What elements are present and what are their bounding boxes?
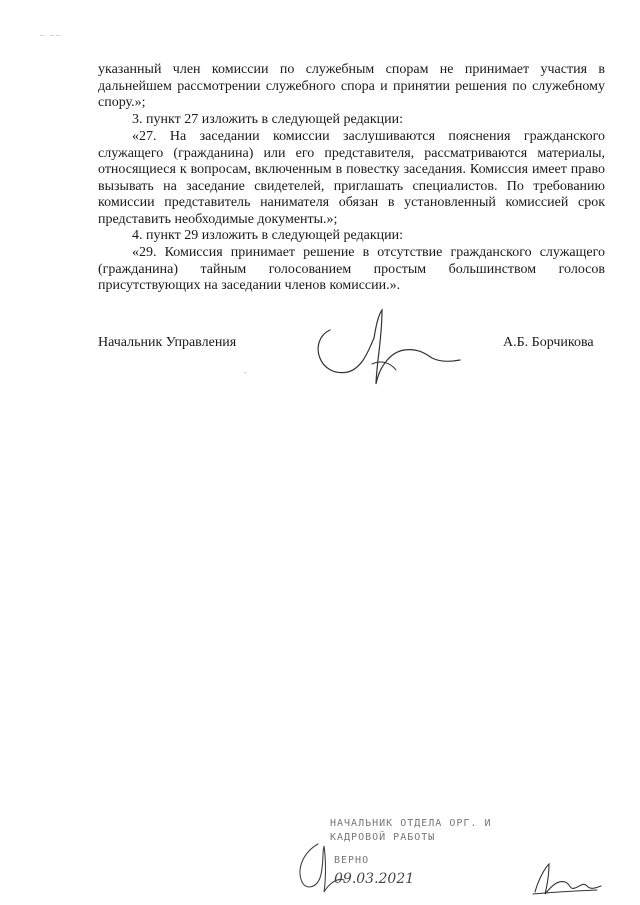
stamp-line: ВЕРНО: [334, 855, 370, 866]
text-line: дальнейшем рассмотрении служебного спора и принятии решения по служебному: [98, 78, 605, 94]
signatory-title: Начальник Управления: [98, 335, 237, 350]
signatory-name: А.Б. Борчикова: [503, 335, 594, 350]
initials-scribble: [525, 860, 605, 900]
text-line: 3. пункт 27 изложить в следующей редакции:: [132, 112, 403, 127]
text-line: представить необходимые документы.»;: [98, 211, 338, 227]
item-29-text: [98, 245, 605, 295]
scan-marks: ‒ ‒ ‒: [40, 30, 60, 39]
stamp-date: 09.03.2021: [334, 871, 415, 887]
text-line: (гражданина) тайным голосованием простым большинством голосов: [98, 261, 605, 277]
signature-scribble: [300, 300, 480, 390]
stamp-initials-scribble: [288, 838, 348, 898]
text-line: «27. На заседании комиссии заслушиваются пояснения гражданского: [132, 129, 605, 144]
text-line: спору.»;: [98, 95, 146, 110]
item-27-text: [98, 129, 605, 228]
paragraph-continuation: [98, 62, 605, 112]
text-line: вызывать на заседание свидетелей, приглашать специалистов. По требованию: [98, 178, 605, 194]
stamp-line: КАДРОВОЙ РАБОТЫ: [330, 832, 436, 843]
stamp-line: НАЧАЛЬНИК ОТДЕЛА ОРГ. И: [330, 818, 492, 829]
text-line: 4. пункт 29 изложить в следующей редакции:: [132, 228, 403, 243]
text-line: комиссии представитель нанимателя обязан в установленный комиссией срок: [98, 195, 605, 210]
text-line: служащего (гражданина) или его представителя, рассматриваются материалы,: [98, 145, 605, 161]
text-line: относящиеся к вопросам, включенным в повестку заседания. Комиссия имеет право: [98, 162, 605, 177]
text-line: указанный член комиссии по служебным спорам не принимает участия в: [98, 62, 605, 77]
item-4-heading: [98, 228, 605, 245]
text-line: присутствующих на заседании членов комиссии.».: [98, 278, 401, 293]
scan-mark: -: [244, 368, 247, 377]
text-line: «29. Комиссия принимает решение в отсутствие гражданского служащего: [132, 245, 605, 260]
item-3-heading: [98, 112, 605, 129]
